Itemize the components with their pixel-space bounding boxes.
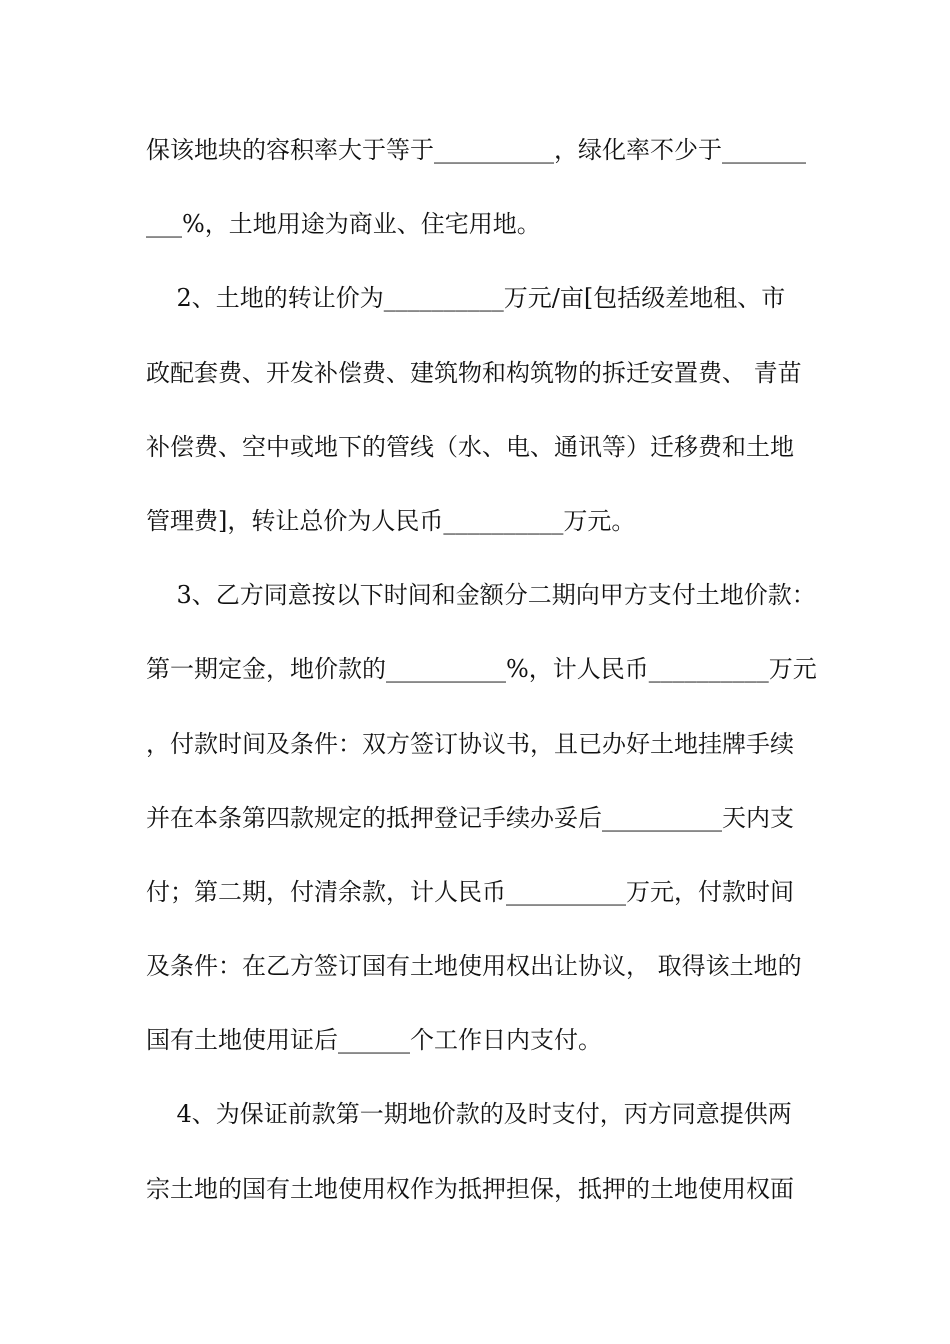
contract-body-text xyxy=(146,128,816,1241)
text-line-1: 保该地块的容积率大于等于__________，绿化率不少于_______ xyxy=(146,136,806,164)
text-line-2: ___%，土地用途为商业、住宅用地。 xyxy=(146,210,541,239)
text-line-11: 付；第二期，付清余款，计人民币__________万元，付款时间 xyxy=(146,877,794,906)
text-line-9: ，付款时间及条件：双方签订协议书，且已办好土地挂牌手续 xyxy=(146,729,794,758)
text-line-14: 4、为保证前款第一期地价款的及时支付，丙方同意提供两 xyxy=(146,1100,792,1129)
text-line-10: 并在本条第四款规定的抵押登记手续办妥后__________天内支 xyxy=(146,803,794,832)
text-line-8: 第一期定金，地价款的__________%，计人民币__________万元 xyxy=(146,655,817,684)
text-line-6: 管理费]，转让总价为人民币__________万元。 xyxy=(146,506,636,535)
text-line-3: 2、土地的转让价为__________万元/亩[包括级差地租、市 xyxy=(146,284,786,313)
text-line-15: 宗土地的国有土地使用权作为抵押担保，抵押的土地使用权面 xyxy=(146,1174,794,1203)
text-line-5: 补偿费、空中或地下的管线（水、电、通讯等）迁移费和土地 xyxy=(146,432,794,461)
text-line-12: 及条件：在乙方签订国有土地使用权出让协议， 取得该土地的 xyxy=(146,952,802,981)
text-line-7: 3、乙方同意按以下时间和金额分二期向甲方支付土地价款： xyxy=(146,581,816,610)
text-line-4: 政配套费、开发补偿费、建筑物和构筑物的拆迁安置费、 青苗 xyxy=(146,358,802,387)
text-line-13: 国有土地使用证后______个工作日内支付。 xyxy=(146,1026,602,1055)
